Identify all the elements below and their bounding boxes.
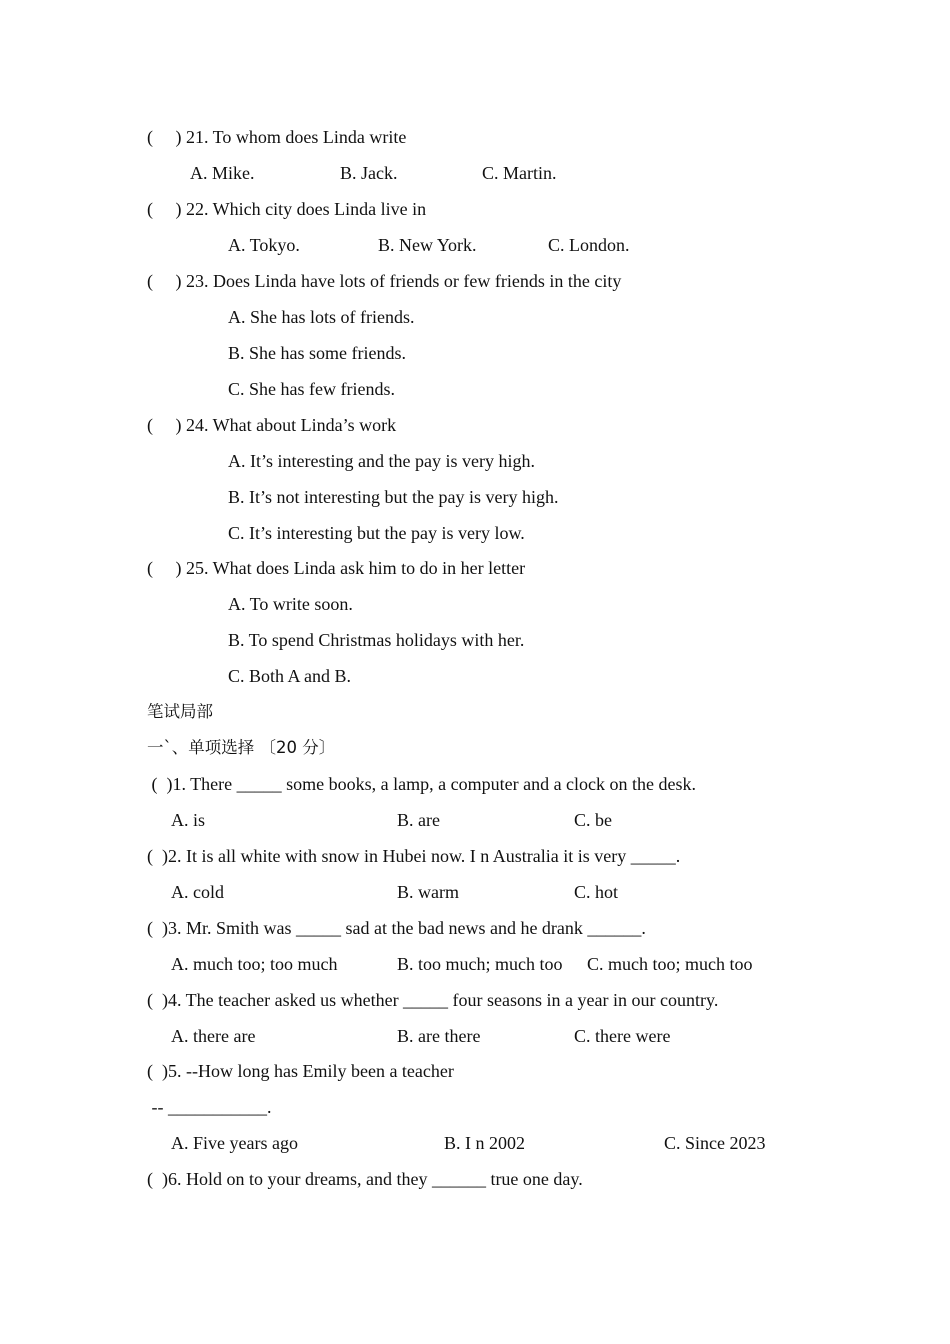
mcq-5-option-c: C. Since 2023 — [664, 1133, 766, 1153]
written-section-heading: 笔试局部 — [147, 702, 213, 721]
section-one-heading: 一`、单项选择 〔20 分〕 — [147, 738, 336, 757]
mcq-4-option-a: A. there are — [171, 1026, 256, 1046]
mcq-2-option-b: B. warm — [397, 882, 459, 902]
mcq-1-option-c: C. be — [574, 810, 612, 830]
q22-option-c: C. London. — [548, 235, 630, 255]
q22-option-b: B. New York. — [378, 235, 477, 255]
q24-option-a: A. It’s interesting and the pay is very high. — [228, 451, 535, 471]
mcq-2-option-c: C. hot — [574, 882, 619, 902]
q23-option-c: C. She has few friends. — [228, 379, 395, 399]
mcq-5-option-b: B. I n 2002 — [444, 1133, 525, 1153]
mcq-4: ( )4. The teacher asked us whether _____ four seasons in a year in our country. — [147, 990, 719, 1010]
mcq-2: ( )2. It is all white with snow in Hubei now. I n Australia it is very _____. — [147, 846, 681, 866]
question-21: ( ) 21. To whom does Linda write — [147, 127, 407, 147]
q24-option-c: C. It’s interesting but the pay is very low. — [228, 523, 525, 543]
q22-option-a: A. Tokyo. — [228, 235, 300, 255]
q24-option-b: B. It’s not interesting but the pay is very high. — [228, 487, 559, 507]
q25-option-c: C. Both A and B. — [228, 666, 352, 686]
q25-option-b: B. To spend Christmas holidays with her. — [228, 630, 525, 650]
question-22: ( ) 22. Which city does Linda live in — [147, 199, 427, 219]
question-24: ( ) 24. What about Linda’s work — [147, 415, 397, 435]
q21-option-a: A. Mike. — [190, 163, 255, 183]
mcq-4-option-c: C. there were — [574, 1026, 671, 1046]
mcq-5-option-a: A. Five years ago — [171, 1133, 298, 1153]
mcq-3-option-b: B. too much; much too — [397, 954, 563, 974]
q25-option-a: A. To write soon. — [228, 594, 353, 614]
mcq-4-option-b: B. are there — [397, 1026, 481, 1046]
mcq-2-option-a: A. cold — [171, 882, 224, 902]
mcq-1-option-a: A. is — [171, 810, 206, 830]
q21-option-b: B. Jack. — [340, 163, 398, 183]
mcq-3-option-a: A. much too; too much — [171, 954, 338, 974]
mcq-1: ( )1. There _____ some books, a lamp, a computer and a clock on the desk. — [147, 774, 697, 794]
mcq-3-option-c: C. much too; much too — [587, 954, 753, 974]
mcq-3: ( )3. Mr. Smith was _____ sad at the bad news and he drank ______. — [147, 918, 646, 938]
mcq-1-option-b: B. are — [397, 810, 440, 830]
question-25: ( ) 25. What does Linda ask him to do in her letter — [147, 558, 526, 578]
mcq-5: ( )5. --How long has Emily been a teacher — [147, 1061, 454, 1081]
q21-option-c: C. Martin. — [482, 163, 557, 183]
mcq-5-answer-blank: -- ___________. — [147, 1097, 272, 1117]
q23-option-a: A. She has lots of friends. — [228, 307, 415, 327]
q23-option-b: B. She has some friends. — [228, 343, 406, 363]
mcq-6: ( )6. Hold on to your dreams, and they ______ true one day. — [147, 1169, 583, 1189]
question-23: ( ) 23. Does Linda have lots of friends or few friends in the city — [147, 271, 622, 291]
